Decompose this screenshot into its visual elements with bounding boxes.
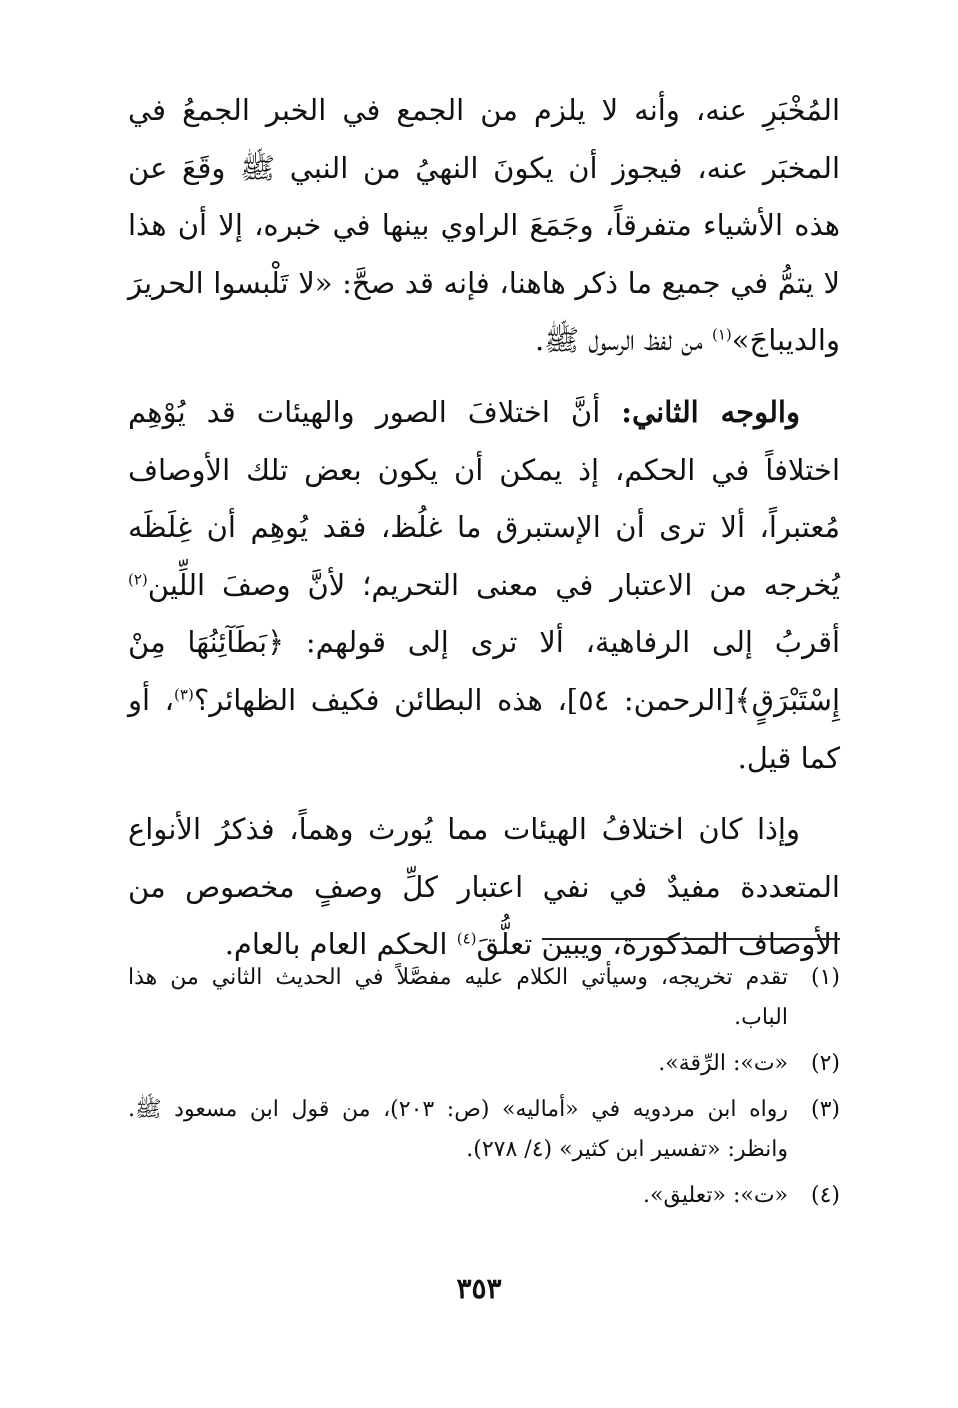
- page-number: ٣٥٣: [456, 1272, 502, 1305]
- footnote-1-number: (١): [810, 965, 840, 990]
- footnote-ref-1[interactable]: (١): [711, 325, 732, 344]
- footnote-1: [128, 958, 840, 1038]
- footnote-2: [128, 1044, 840, 1084]
- main-text: [128, 82, 840, 974]
- footnote-1-text: تقدم تخريجه، وسيأتي الكلام عليه مفصَّلاً في الحديث الثاني من هذا الباب.: [128, 965, 788, 1030]
- footnote-4-number: (٤): [810, 1183, 840, 1208]
- footnote-2-text: «ت»: الرِّقة».: [658, 1051, 788, 1076]
- footnote-ref-4[interactable]: (٤): [456, 929, 477, 948]
- footnote-3-text: رواه ابن مردويه في «أماليه» (ص: ٢٠٣)، من قول ابن مسعود ﷺ. وانظر: «تفسير ابن كثير» (٤/ ٢٧٨).: [128, 1097, 788, 1162]
- footnote-4-text: «ت»: «تعليق».: [643, 1183, 788, 1208]
- paragraph-2-after: أقربُ إلى الرفاهية، ألا ترى إلى قولهم: ﴿بَطَآئِنُهَا مِنْ إِسْتَبْرَقٍ﴾[الرحمن: ٥٤]، هذه البطائن فكيف الظهائر؟: [128, 625, 841, 717]
- paragraph-2: [128, 384, 840, 787]
- paragraph-1: [128, 82, 840, 370]
- paragraph-1-text: المُخْبَرِ عنه، وأنه لا يلزم من الجمع في الخبر الجمعُ في المخبَر عنه، فيجوز أن يكونَ النهيُ من النبي ﷺ وقَعَ عن هذه الأشياء متفرقاً، وجَمَعَ الراوي بينها في خبره، إلا أن هذا لا يتمُّ في جميع ما ذكر هاهنا، فإنه قد صحَّ: «لا تَلْبسوا الحريرَ والديباجَ»: [128, 93, 840, 358]
- paragraph-3: [128, 801, 840, 974]
- paragraph-2-after2: ، أو كما قيل.: [128, 682, 840, 775]
- paragraph-2-text: أنَّ اختلافَ الصور والهيئات قد يُوْهِم اختلافاً في الحكم، إذ يمكن أن يكون بعض تلك الأوصاف مُعتبراً، ألا ترى أن الإستبرق ما غلُظ، فقد يُوهِم أن غِلَظَه يُخرجه من الاعتبار في معنى التحريم؛ لأنَّ وصفَ اللِّين: [128, 394, 840, 602]
- paragraph-2-lead: والوجه الثاني:: [621, 394, 800, 429]
- page-body: [128, 82, 840, 974]
- footnote-3: [128, 1090, 840, 1170]
- footnotes: [128, 958, 840, 1222]
- paragraph-3-text: وإذا كان اختلافُ الهيئات مما يُورث وهماً، فذكرُ الأنواع المتعددة مفيدٌ في نفي اعتبار كلِّ وصفٍ مخصوص من الأوصاف المذكورة، ويبين تعلُّقَ: [128, 812, 840, 962]
- footnote-2-number: (٢): [810, 1051, 840, 1076]
- footnote-4: [128, 1176, 840, 1216]
- paragraph-1-after: من لفظ الرسول ﷺ.: [534, 323, 712, 358]
- footnote-3-number: (٣): [810, 1097, 840, 1122]
- footnote-ref-3[interactable]: (٣): [174, 685, 194, 704]
- footnote-separator: [542, 938, 840, 940]
- paragraph-3-after: الحكم العام بالعام.: [224, 927, 457, 962]
- footnote-ref-2[interactable]: (٢): [128, 570, 148, 589]
